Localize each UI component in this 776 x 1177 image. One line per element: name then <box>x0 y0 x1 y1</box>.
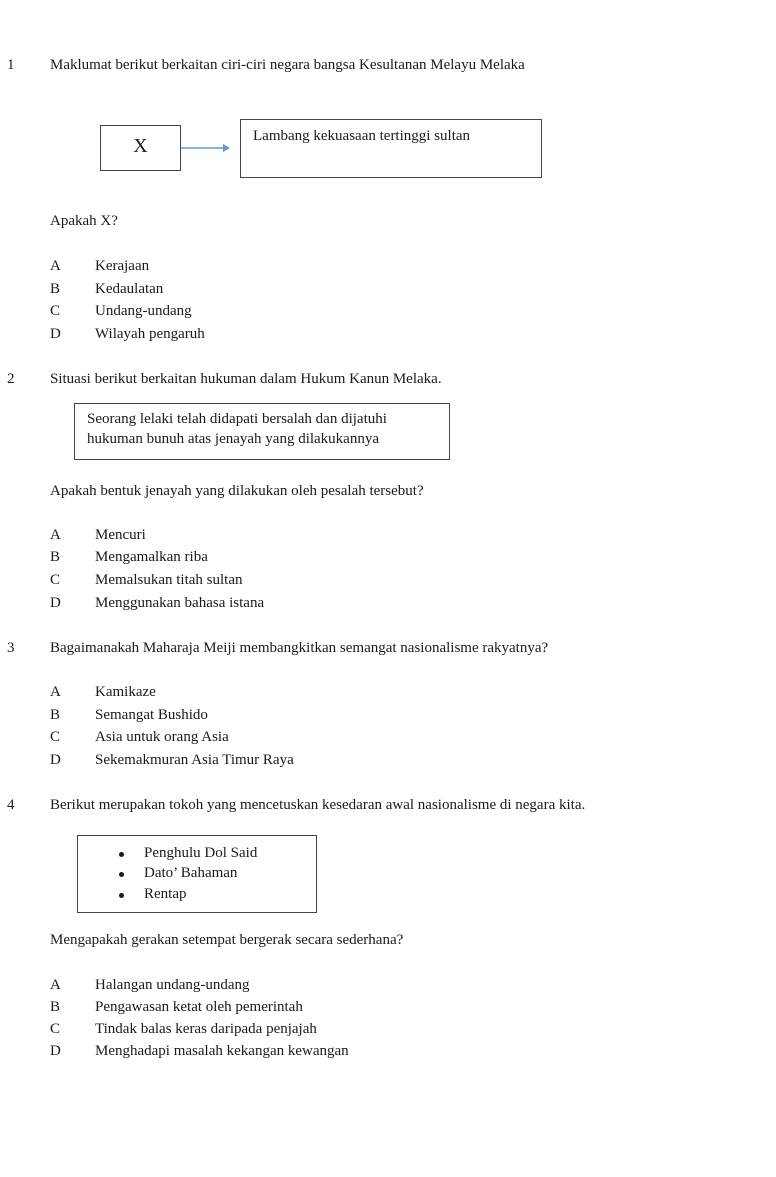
option-letter: B <box>50 281 61 297</box>
situation-line: hukuman bunuh atas jenayah yang dilakukannya <box>87 431 380 447</box>
bullet-text: Penghulu Dol Said <box>144 845 258 861</box>
option-text: Mengamalkan riba <box>95 549 208 565</box>
option-letter: D <box>50 595 61 611</box>
option-letter: C <box>50 729 61 745</box>
option-text: Sekemakmuran Asia Timur Raya <box>95 752 294 768</box>
question-stem: Bagaimanakah Maharaja Meiji membangkitkan semangat nasionalisme rakyatnya? <box>50 640 549 656</box>
option-letter: B <box>50 549 61 565</box>
option-letter: B <box>50 999 61 1015</box>
option-text: Menghadapi masalah kekangan kewangan <box>95 1043 349 1059</box>
arrow-right-icon <box>181 141 231 155</box>
bullet-icon <box>119 893 124 898</box>
option-text: Undang-undang <box>95 303 192 319</box>
question-number: 3 <box>7 640 15 656</box>
situation-line: Seorang lelaki telah didapati bersalah dan dijatuhi <box>87 411 387 427</box>
question-prompt: Apakah bentuk jenayah yang dilakukan oleh pesalah tersebut? <box>50 483 424 499</box>
bullet-icon <box>119 872 124 877</box>
question-prompt: Apakah X? <box>50 213 118 229</box>
option-letter: D <box>50 752 61 768</box>
question-stem: Berikut merupakan tokoh yang mencetuskan kesedaran awal nasionalisme di negara kita. <box>50 797 586 813</box>
option-text: Menggunakan bahasa istana <box>95 595 265 611</box>
bullet-text: Rentap <box>144 886 187 902</box>
option-letter: D <box>50 1043 61 1059</box>
diagram-box-description <box>240 119 542 178</box>
question-number: 2 <box>7 371 15 387</box>
bullet-icon <box>119 852 124 857</box>
question-number: 4 <box>7 797 15 813</box>
option-text: Asia untuk orang Asia <box>95 729 229 745</box>
question-prompt: Mengapakah gerakan setempat bergerak secara sederhana? <box>50 932 404 948</box>
question-stem: Maklumat berikut berkaitan ciri-ciri negara bangsa Kesultanan Melayu Melaka <box>50 57 525 73</box>
option-text: Memalsukan titah sultan <box>95 572 243 588</box>
question-stem: Situasi berikut berkaitan hukuman dalam Hukum Kanun Melaka. <box>50 371 442 387</box>
option-letter: A <box>50 684 61 700</box>
option-text: Halangan undang-undang <box>95 977 250 993</box>
option-text: Semangat Bushido <box>95 707 208 723</box>
figures-box <box>77 835 317 913</box>
option-text: Kamikaze <box>95 684 156 700</box>
diagram-label-x: X <box>133 135 148 157</box>
option-text: Pengawasan ketat oleh pemerintah <box>95 999 303 1015</box>
diagram-box-x <box>100 125 181 171</box>
option-letter: C <box>50 572 61 588</box>
option-text: Tindak balas keras daripada penjajah <box>95 1021 317 1037</box>
option-letter: C <box>50 1021 61 1037</box>
option-letter: A <box>50 977 61 993</box>
option-letter: A <box>50 527 61 543</box>
option-text: Kedaulatan <box>95 281 164 297</box>
diagram-description: Lambang kekuasaan tertinggi sultan <box>253 128 471 144</box>
bullet-text: Dato’ Bahaman <box>144 865 238 881</box>
option-letter: C <box>50 303 61 319</box>
question-number: 1 <box>7 57 15 73</box>
option-letter: B <box>50 707 61 723</box>
situation-box <box>74 403 450 460</box>
option-letter: A <box>50 258 61 274</box>
option-text: Mencuri <box>95 527 146 543</box>
option-text: Wilayah pengaruh <box>95 326 205 342</box>
option-letter: D <box>50 326 61 342</box>
option-text: Kerajaan <box>95 258 150 274</box>
